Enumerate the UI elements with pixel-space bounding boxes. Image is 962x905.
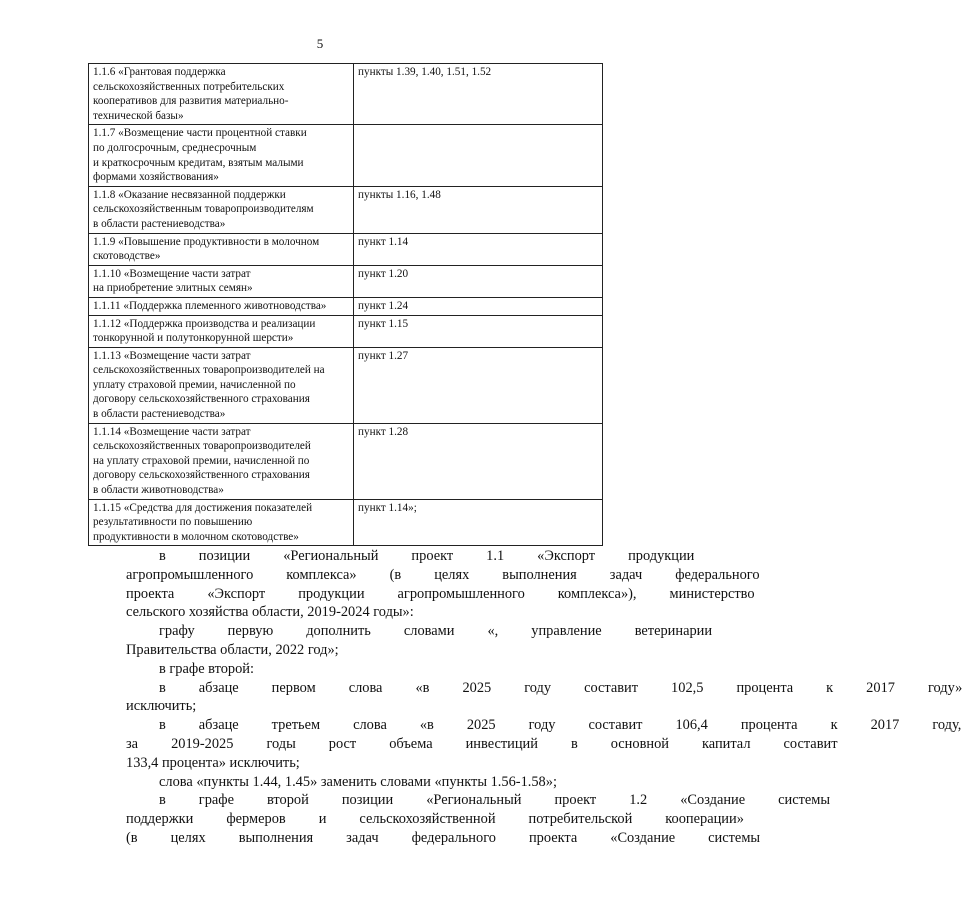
reference-cell: пункт 1.27 [354,347,603,423]
subprogram-cell [89,423,354,499]
table-row [89,297,603,315]
paragraph-line [93,660,595,679]
word: проекта [126,585,175,602]
word: фермеров [226,811,286,828]
word: 1.2 [629,792,648,809]
word: слова [348,679,383,696]
subprogram-cell [89,64,354,125]
subprogram-line: 1.1.9 «Повышение продуктивности в молочном [93,235,320,248]
reference-cell: пункт 1.15 [354,315,603,347]
subprogram-cell [89,233,354,265]
word: 1.1 [486,548,505,564]
line-text: слова «пункты 1.44, 1.45» заменить словами «пункты 1.56-1.58»; [159,773,557,790]
subprogram-line: тонкорунной и полутонкорунной шерсти» [93,332,294,345]
word: рост [328,735,357,752]
word: системы [778,792,831,809]
paragraph-line [93,791,831,810]
word: инвестиций [465,735,538,752]
paragraph-line [93,603,595,622]
subprogram-line: уплату страховой премии, начисленной по [93,378,296,391]
subprogram-line: в области растениеводства» [93,408,226,421]
reference-cell: пункт 1.28 [354,423,603,499]
word: (в [126,829,138,846]
word: проект [411,548,454,564]
word: «, [487,623,499,640]
word: потребительской [528,811,633,828]
word: графу [159,623,195,640]
table-row [89,125,603,186]
word: первом [271,679,316,696]
reference-cell: пункт 1.20 [354,265,603,297]
word: «Региональный [283,548,379,564]
table-row [89,347,603,423]
word: выполнения [502,566,577,583]
subprogram-cell [89,499,354,546]
line-text: сельского хозяйства области, 2019-2024 годы»: [126,604,414,621]
table-row [89,233,603,265]
word: федерального [675,566,760,583]
subprogram-line: 1.1.13 «Возмещение части затрат [93,349,251,362]
line-text: исключить; [126,698,197,715]
paragraph-line [93,754,595,773]
word: управление [531,623,602,640]
word: к [830,717,838,734]
subprogram-line: в области растениеводства» [93,217,226,230]
paragraph [93,660,595,679]
paragraph-line [93,585,755,604]
paragraph [93,791,831,847]
paragraph [93,716,962,772]
subprogram-line: кооперативов для развития материально- [93,95,289,108]
body-text [93,547,962,848]
word: 2017 [866,679,895,696]
word: составит [783,735,838,752]
word: к [826,679,834,696]
table-row [89,265,603,297]
line-text: Правительства области, 2022 год»; [126,641,339,658]
word: капитал [701,735,751,752]
subprogram-line: сельскохозяйственным товаропроизводителям [93,203,314,216]
word: второй [267,792,309,809]
paragraph-line [93,810,744,829]
subprogram-line: результативности по повышению [93,516,253,529]
page-number: 5 [316,36,324,51]
word: федерального [411,829,496,846]
word: «Экспорт [537,548,596,564]
word: агропромышленного [126,566,254,583]
word: процента [736,679,794,696]
word: «в [419,717,434,734]
word: министерство [669,585,755,602]
paragraph-line [93,566,760,585]
word: в [570,735,578,752]
paragraph-line [93,735,838,754]
word: комплекса»), [557,585,637,602]
paragraph-line [93,679,962,698]
word: 2025 [462,679,492,696]
word: 106,4 [675,717,708,734]
word: абзаце [198,679,239,696]
word: графе [198,792,234,809]
word: составит [588,717,643,734]
subprogram-line: технической базы» [93,109,184,122]
subprogram-line: 1.1.14 «Возмещение части затрат [93,425,251,438]
word: «Экспорт [207,585,266,602]
subprogram-line: 1.1.15 «Средства для достижения показателей [93,501,313,514]
word: поддержки [126,811,194,828]
paragraph-line [93,547,695,566]
word: выполнения [238,829,314,846]
word: системы [708,829,761,846]
reference-cell [354,125,603,186]
paragraph [93,773,595,792]
subprogram-line: по долгосрочным, среднесрочным [93,141,257,154]
subprogram-line: продуктивности в молочном скотоводстве» [93,530,299,543]
word: годы [266,735,296,752]
subprogram-line: 1.1.8 «Оказание несвязанной поддержки [93,188,286,201]
table-row [89,423,603,499]
reference-cell: пункт 1.14»; [354,499,603,546]
word: в [159,679,166,696]
word: комплекса» [286,566,357,583]
subprogram-line: 1.1.6 «Грантовая поддержка [93,66,226,78]
table-row [89,64,603,125]
word: задач [609,566,643,583]
subprogram-cell [89,297,354,315]
word: целях [170,829,206,846]
reference-cell: пункты 1.39, 1.40, 1.51, 1.52 [354,64,603,125]
word: «Региональный [426,792,522,809]
word: агропромышленного [397,585,525,602]
paragraph-line [93,829,761,848]
word: в [159,792,166,809]
subprogram-line: и краткосрочным кредитам, взятым малыми [93,156,304,169]
paragraph-line [93,773,595,792]
word: проекта [528,829,578,846]
word: продукции [628,548,695,564]
word: в [159,548,166,564]
paragraph-line [93,622,713,641]
subprogram-line: на уплату страховой премии, начисленной по [93,454,310,467]
word: словами [403,623,455,640]
word: в [159,717,166,734]
word: первую [227,623,274,640]
subprogram-line: в области животноводства» [93,484,224,497]
word: процента [740,717,798,734]
paragraph [93,547,760,622]
paragraph-line [93,697,595,716]
subprogram-line: 1.1.12 «Поддержка производства и реализации [93,317,316,330]
word: объема [389,735,433,752]
word: кооперации» [665,811,744,828]
subprogram-line: сельскохозяйственных товаропроизводителей на [93,364,325,377]
word: 2025 [466,717,496,734]
word: ветеринарии [634,623,713,640]
word: слова [353,717,387,734]
reference-cell: пункт 1.14 [354,233,603,265]
word: «Создание [610,829,676,846]
word: году [528,717,556,734]
word: «Создание [680,792,746,809]
word: третьем [271,717,321,734]
word: году, [932,717,962,734]
table-row [89,499,603,546]
subprogram-line: сельскохозяйственных потребительских [93,80,285,93]
subprogram-cell [89,265,354,297]
word: абзаце [198,717,239,734]
word: основной [610,735,669,752]
paragraph-line [93,641,595,660]
word: «в [415,679,430,696]
table-row [89,315,603,347]
word: составит [584,679,639,696]
word: задач [346,829,379,846]
word: 2019-2025 [171,735,234,752]
word: и [318,811,327,828]
paragraph-line [93,716,962,735]
word: позиции [341,792,394,809]
reference-cell: пункты 1.16, 1.48 [354,186,603,233]
word: за [126,735,139,752]
paragraph [93,679,962,717]
subprogram-line: 1.1.11 «Поддержка племенного животноводства» [93,299,327,312]
subprogram-line: договору сельскохозяйственного страхования [93,393,310,406]
paragraph [93,622,713,660]
word: целях [434,566,470,583]
word: 102,5 [671,679,704,696]
word: продукции [298,585,365,602]
line-text: в графе второй: [159,660,255,677]
program-table [88,63,603,546]
subprogram-line: скотоводстве» [93,250,161,263]
word: сельскохозяйственной [359,811,496,828]
subprogram-line: 1.1.7 «Возмещение части процентной ставки [93,127,307,140]
subprogram-line: сельскохозяйственных товаропроизводителей [93,440,311,453]
subprogram-cell [89,315,354,347]
word: году» [927,679,962,696]
subprogram-cell [89,186,354,233]
word: дополнить [306,623,371,640]
subprogram-line: договору сельскохозяйственного страхования [93,469,310,482]
word: 2017 [870,717,900,734]
subprogram-cell [89,347,354,423]
word: проект [554,792,597,809]
word: позиции [198,548,251,564]
table-row [89,186,603,233]
word: (в [389,566,402,583]
word: году [524,679,552,696]
subprogram-line: на приобретение элитных семян» [93,282,253,295]
subprogram-cell [89,125,354,186]
reference-cell: пункт 1.24 [354,297,603,315]
subprogram-line: формами хозяйствования» [93,171,219,184]
line-text: 133,4 процента» исключить; [126,754,300,771]
subprogram-line: 1.1.10 «Возмещение части затрат [93,267,251,280]
